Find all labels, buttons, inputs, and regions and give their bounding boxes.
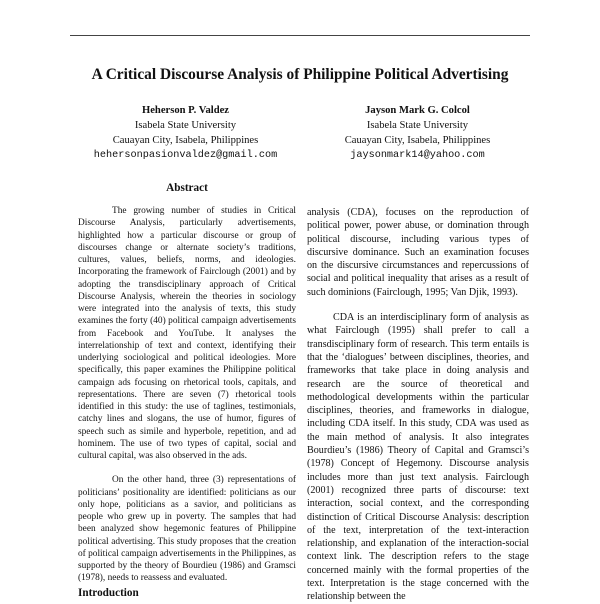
abstract-paragraph: The growing number of studies in Critical Discourse Analysis, particularly advertisements, highlighted how a particular discourse or group of discourses change or alternate society’s traditions, cultures, values, beliefs, norms, and ideologies. Incorporating the framework of Fairclough (2001) and by adopting the transdisciplinary approach of Critical Discourse Analysis, wherein the theories in sociology were integrated into the analysis of texts, this study examines the forty (40) political campaign advertisements from Facebook and YouTube. It analyses the interrelationship of text and context, identifying their underlying sociological and political ideologies. More specifically, this paper examines the Philippine political campaign ads focusing on rhetorical tools, capitals, and representations. There are seven (7) rhetorical tools identified in this study: the use of taglines, testimonials, catchy lines and slogans, the use of humor, figures of speech such as simile and hyperbole, repetition, and ad hominem. The use of two types of capital, social and cultural capital, was also observed in the ads. xyxy=(78,206,296,461)
author-block-2 xyxy=(300,103,535,163)
author-email: hehersonpasionvaldez@gmail.com xyxy=(93,150,278,161)
author-affiliation: Isabela State University xyxy=(134,120,237,131)
author-block-1 xyxy=(68,103,303,163)
author-location: Cauayan City, Isabela, Philippines xyxy=(112,135,259,146)
abstract-paragraph: On the other hand, three (3) representations of politicians’ positionality are identified: politicians as our only hope, politicians as a savior, and politicians as people who grew up in poverty. The samples that had been analyzed show hegemonic features of Philippine political advertising. This study proposes that the creation of political campaign advertisements in the Philippines, as supported by the theory of Bourdieu (1986) and Gramsci (1978), needs to reassess and evaluated. xyxy=(78,475,296,584)
introduction-heading: Introduction xyxy=(78,587,139,599)
abstract-body xyxy=(78,205,296,585)
abstract-heading: Abstract xyxy=(166,182,208,194)
paper-title: A Critical Discourse Analysis of Philippine Political Advertising xyxy=(91,66,509,83)
header-rule xyxy=(70,35,530,36)
right-column-body xyxy=(307,206,529,604)
author-affiliation: Isabela State University xyxy=(366,120,469,131)
author-name: Jayson Mark G. Colcol xyxy=(365,105,470,116)
body-paragraph: analysis (CDA), focuses on the reproduction of political power, power abuse, or domination through political discourse, including various types of discursive dominance. Such an examination focuses on the discursive circumstances and repercussions of social and political inequality that arises as a result of such dominions (Fairclough, 1995; Van Djik, 1993). xyxy=(307,207,529,298)
body-paragraph: CDA is an interdisciplinary form of analysis as what Fairclough (1995) shall prefer to call a transdisciplinary form of research. This term entails is that the ‘dialogues’ between disciplines, theories, and frameworks that take place in doing analysis and research are the source of theoretical and methodological developments within the particular disciplines, theories, and frameworks in dialogue, including CDA itself. In this study, CDA was used as the main method of analysis. It also integrates Bourdieu’s (1986) Theory of Capital and Gramsci’s (1978) Concept of Hegemony. Discourse analysis includes more than just text analysis. Fairclough (2001) recognized three parts of discourse: text interaction, social context, and the corresponding distinction of Critical Discourse Analysis: description of the text, interpretation of the text-interaction relationship, and explanation of the interaction-social context link. The description refers to the stage concerned mainly with the formal properties of the text. Interpretation is the stage concerned with the relationship between the xyxy=(307,312,529,603)
author-name: Heherson P. Valdez xyxy=(141,105,229,116)
author-email: jaysonmark14@yahoo.com xyxy=(350,150,485,161)
author-location: Cauayan City, Isabela, Philippines xyxy=(344,135,491,146)
